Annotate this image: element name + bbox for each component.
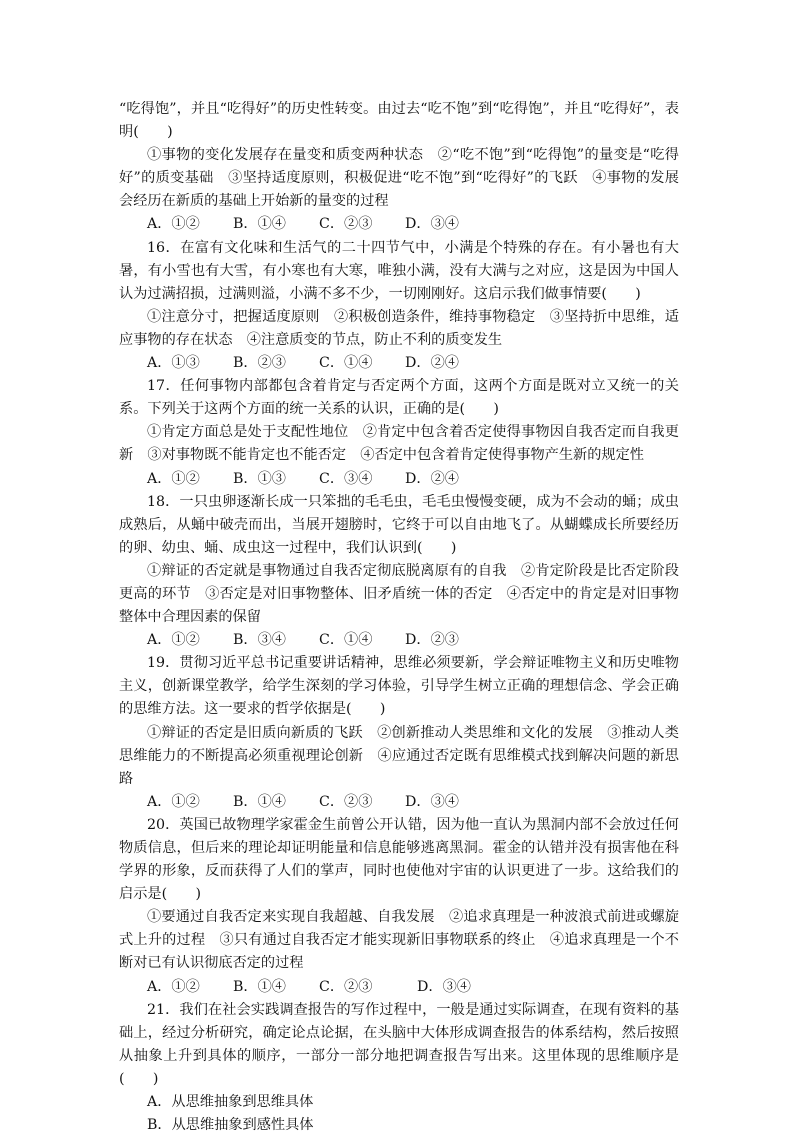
option-d: D．③④	[405, 216, 459, 233]
option-d: D．②③	[405, 632, 459, 649]
option-d: D．②④	[405, 470, 459, 487]
option-c: C．①④	[319, 355, 373, 372]
question-21-option-b: B．从思维抽象到感性具体	[147, 1117, 314, 1134]
question-20-stem: 20．英国已故物理学家霍金生前曾公开认错，因为他一直认为黑洞内部不会放过任何物质信息，但后来的理论却证明能量和信息能够逃离黑洞。霍金的认错并没有损害他在科学界的形象，反而获得了人们的掌声，同时也使他对宇宙的认识更进了一步。这给我们的启示是( )	[119, 816, 679, 903]
option-c: C．②③	[319, 793, 373, 810]
option-b: B．①③	[233, 470, 286, 487]
option-a: A．①②	[147, 216, 200, 233]
question-17-stem: 17．任何事物内部都包含着肯定与否定两个方面，这两个方面是既对立又统一的关系。下列关于这两个方面的统一关系的认识，正确的是( )	[119, 378, 679, 418]
question-21-option-a: A．从思维抽象到思维具体	[147, 1094, 314, 1111]
question-15-statements: ①事物的变化发展存在量变和质变两种状态 ②“吃不饱”到“吃得饱”的量变是“吃得好”的质变基础 ③坚持适度原则，积极促进“吃不饱”到“吃得好”的飞跃 ④事物的发展会经历在新质的基础上开始新的量变的过程	[119, 147, 679, 210]
option-a: A．①②	[147, 470, 200, 487]
option-c: C．①④	[319, 632, 373, 649]
question-18-statements: ①辩证的否定就是事物通过自我否定彻底脱离原有的自我 ②肯定阶段是比否定阶段更高的环节 ③否定是对旧事物整体、旧矛盾统一体的否定 ④否定中的肯定是对旧事物整体中合理因素的保留	[119, 562, 679, 626]
option-b: B．②③	[233, 355, 286, 372]
question-18-stem: 18．一只虫卵逐渐长成一只笨拙的毛毛虫，毛毛虫慢慢变硬，成为不会动的蛹；成虫成熟后，从蛹中破壳而出，当展开翅膀时，它终于可以自由地飞了。从蝴蝶成长所要经历的卵、幼虫、蛹、成虫这一过程中，我们认识到( )	[119, 493, 679, 556]
question-19-statements: ①辩证的否定是旧质向新质的飞跃 ②创新推动人类思维和文化的发展 ③推动人类思维能力的不断提高必须重视理论创新 ④应通过否定既有思维模式找到解决问题的新思路	[119, 724, 679, 787]
question-20-options	[119, 976, 679, 999]
option-a: A．①②	[147, 632, 200, 649]
question-21-stem: 21．我们在社会实践调查报告的写作过程中，一般是通过实际调查，在现有资料的基础上，经过分析研究，确定论点论据，在头脑中大体形成调查报告的体系结构，然后按照从抽象上升到具体的顺序，一部分一部分地把调查报告写出来。这里体现的思维顺序是( )	[119, 1001, 679, 1087]
question-17-statements: ①肯定方面总是处于支配性地位 ②肯定中包含着否定使得事物因自我否定而自我更新 ③对事物既不能肯定也不能否定 ④否定中包含着肯定使得事物产生新的规定性	[119, 424, 679, 464]
option-c: C．②③	[319, 216, 373, 233]
option-c: C．②③	[319, 978, 373, 995]
question-16-stem: 16．在富有文化味和生活气的二十四节气中，小满是个特殊的存在。有小暑也有大暑，有小雪也有大雪，有小寒也有大寒，唯独小满，没有大满与之对应，这是因为中国人认为过满招损，过满则溢，小满不多不少，一切刚刚好。这启示我们做事情要( )	[119, 239, 679, 302]
document-page	[119, 98, 679, 1137]
question-15-options	[119, 213, 679, 236]
option-d: D．③④	[405, 793, 459, 810]
option-b: B．③④	[233, 632, 286, 649]
option-b: B．①④	[233, 978, 286, 995]
question-16-options	[119, 352, 679, 375]
option-d: D．②④	[405, 355, 459, 372]
option-a: A．①③	[147, 355, 200, 372]
question-19-stem: 19．贯彻习近平总书记重要讲话精神，思维必须要新，学会辩证唯物主义和历史唯物主义，创新课堂教学，给学生深刻的学习体验，引导学生树立正确的理想信念、学会正确的思维方法。这一要求的哲学依据是( )	[119, 655, 679, 718]
option-c: C．③④	[319, 470, 373, 487]
question-20-statements: ①要通过自我否定来实现自我超越、自我发展 ②追求真理是一种波浪式前进或螺旋式上升的过程 ③只有通过自我否定才能实现新旧事物联系的终止 ④追求真理是一个不断对已有认识彻底否定的过程	[119, 909, 679, 972]
option-a: A．①②	[147, 793, 200, 810]
option-b: B．①④	[233, 216, 286, 233]
question-18-options	[119, 629, 679, 652]
option-d: D．③④	[417, 978, 471, 995]
option-a: A．①②	[147, 978, 200, 995]
question-19-options	[119, 791, 679, 814]
question-15-stem: “吃得饱”，并且“吃得好”的历史性转变。由过去“吃不饱”到“吃得饱”，并且“吃得好”，表明( )	[119, 101, 679, 141]
question-16-statements: ①注意分寸，把握适度原则 ②积极创造条件，维持事物稳定 ③坚持折中思维，适应事物的存在状态 ④注意质变的节点，防止不利的质变发生	[119, 308, 679, 348]
question-17-options	[119, 468, 679, 491]
option-b: B．①④	[233, 793, 286, 810]
